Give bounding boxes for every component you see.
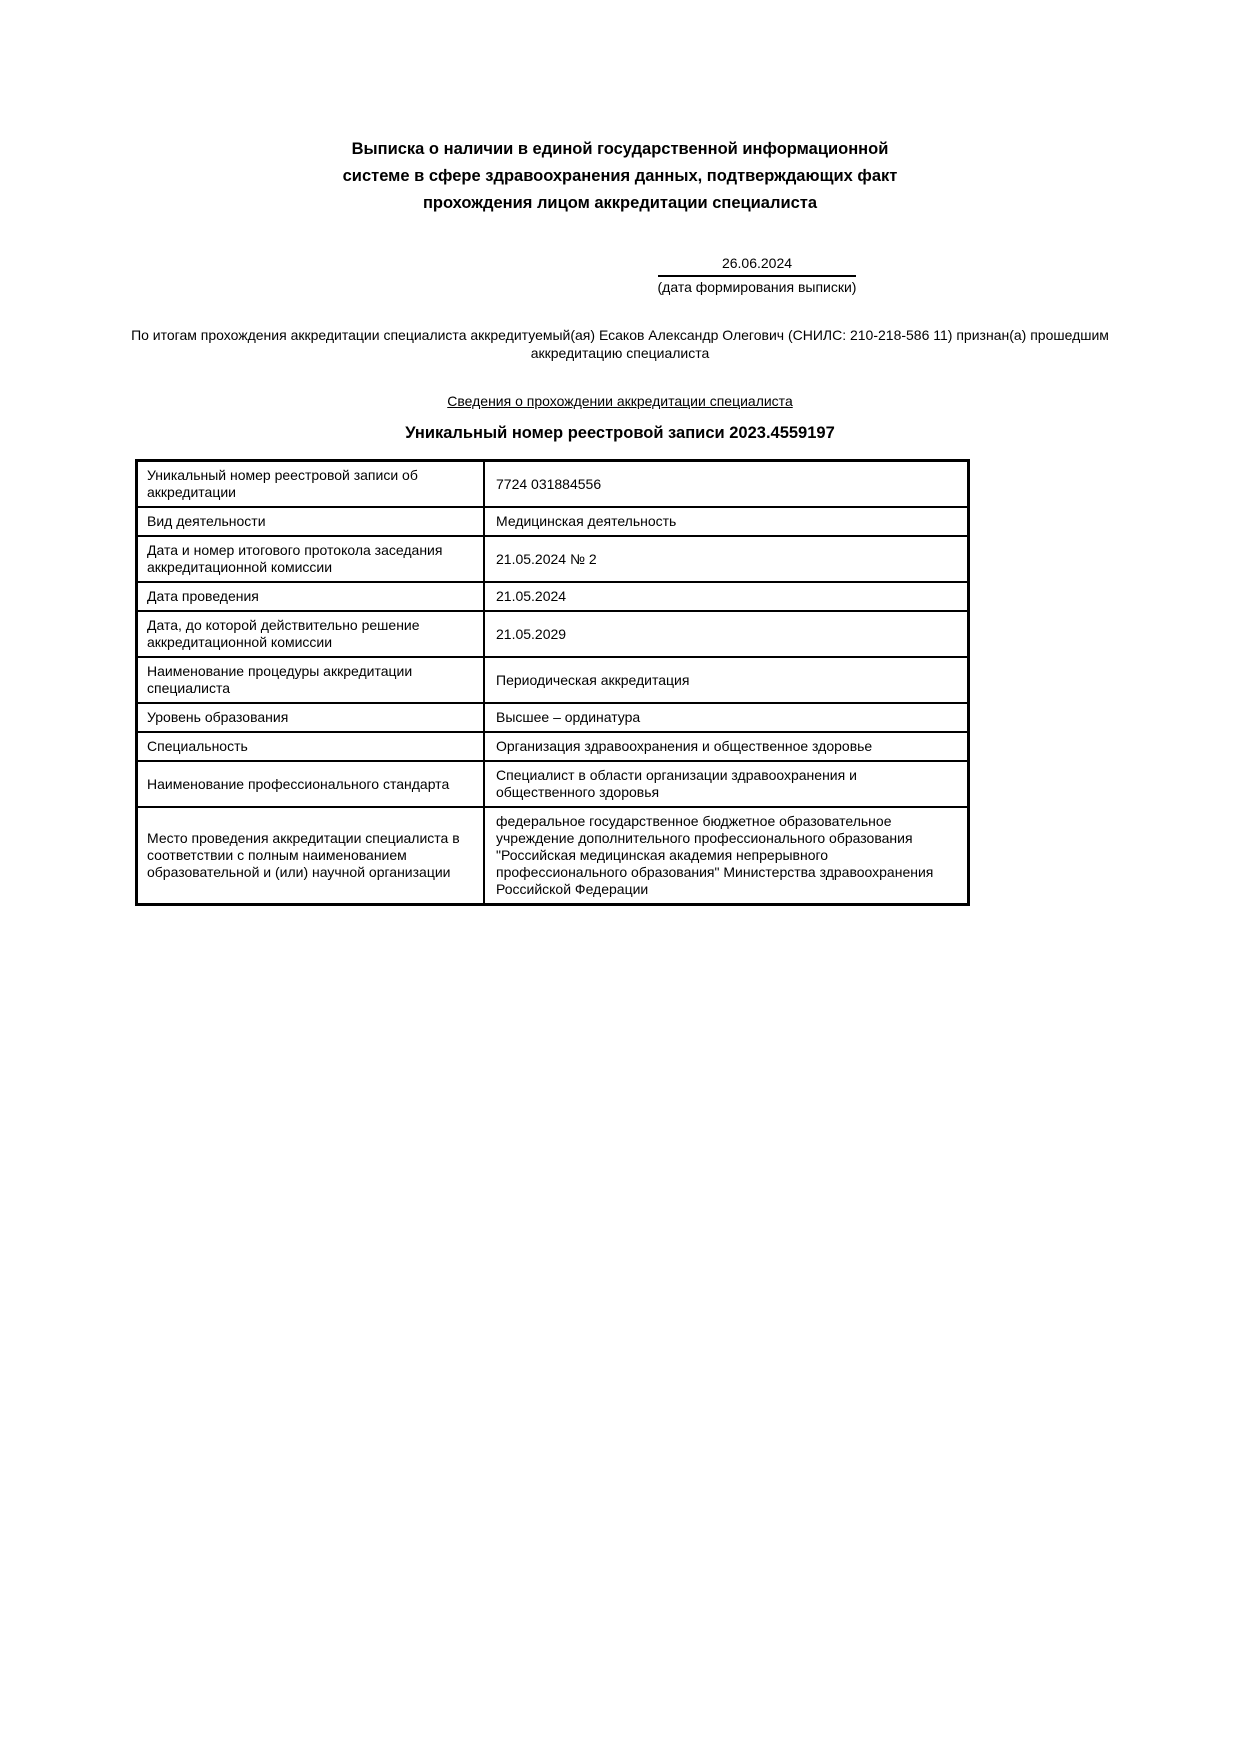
section-heading: Сведения о прохождении аккредитации специалиста	[447, 393, 793, 409]
table-row	[137, 703, 969, 732]
accreditation-table-body	[137, 461, 969, 905]
row-label-cell: Вид деятельности	[137, 507, 485, 536]
row-value-cell: 7724 031884556	[484, 461, 969, 508]
extract-date-value: 26.06.2024	[658, 255, 856, 277]
registry-number-heading: Уникальный номер реестровой записи 2023.4559197	[405, 424, 835, 442]
table-row	[137, 611, 969, 657]
intro-paragraph: По итогам прохождения аккредитации специалиста аккредитуемый(ая) Есаков Александр Олегович (СНИЛС: 210-218-586 11) признан(а) прошедшим аккредитацию специалиста	[131, 327, 1109, 361]
table-row	[137, 761, 969, 807]
title-line: системе в сфере здравоохранения данных, подтверждающих факт	[342, 167, 898, 185]
row-label-cell: Уникальный номер реестровой записи об аккредитации	[137, 461, 485, 508]
row-label-cell: Специальность	[137, 732, 485, 761]
row-label-cell: Дата проведения	[137, 582, 485, 611]
row-label-cell: Наименование процедуры аккредитации специалиста	[137, 657, 485, 703]
accreditation-table	[135, 459, 970, 906]
row-label-cell: Наименование профессионального стандарта	[137, 761, 485, 807]
table-row	[137, 657, 969, 703]
row-label-cell: Дата, до которой действительно решение аккредитационной комиссии	[137, 611, 485, 657]
title-line: Выписка о наличии в единой государственной информационной	[351, 140, 889, 158]
table-row	[137, 536, 969, 582]
table-row	[137, 807, 969, 905]
row-value-cell: Организация здравоохранения и общественное здоровье	[484, 732, 969, 761]
row-value-cell: федеральное государственное бюджетное образовательное учреждение дополнительного профессионального образования "Российская медицинская академия непрерывного профессионального образования" Министерства здравоохранения Российской Федерации	[484, 807, 969, 905]
title-line: прохождения лицом аккредитации специалиста	[422, 194, 818, 212]
table-row	[137, 732, 969, 761]
row-label-cell: Уровень образования	[137, 703, 485, 732]
table-row	[137, 582, 969, 611]
row-label-cell: Дата и номер итогового протокола заседания аккредитационной комиссии	[137, 536, 485, 582]
row-value-cell: 21.05.2024	[484, 582, 969, 611]
date-block	[642, 255, 872, 296]
row-value-cell: Специалист в области организации здравоохранения и общественного здоровья	[484, 761, 969, 807]
row-value-cell: 21.05.2029	[484, 611, 969, 657]
table-row	[137, 461, 969, 508]
extract-date-caption: (дата формирования выписки)	[657, 279, 857, 295]
row-label-cell: Место проведения аккредитации специалиста в соответствии с полным наименованием образовательной и (или) научной организации	[137, 807, 485, 905]
row-value-cell: Высшее – ординатура	[484, 703, 969, 732]
row-value-cell: 21.05.2024 № 2	[484, 536, 969, 582]
row-value-cell: Медицинская деятельность	[484, 507, 969, 536]
row-value-cell: Периодическая аккредитация	[484, 657, 969, 703]
table-row	[137, 507, 969, 536]
document-title	[0, 0, 1240, 217]
